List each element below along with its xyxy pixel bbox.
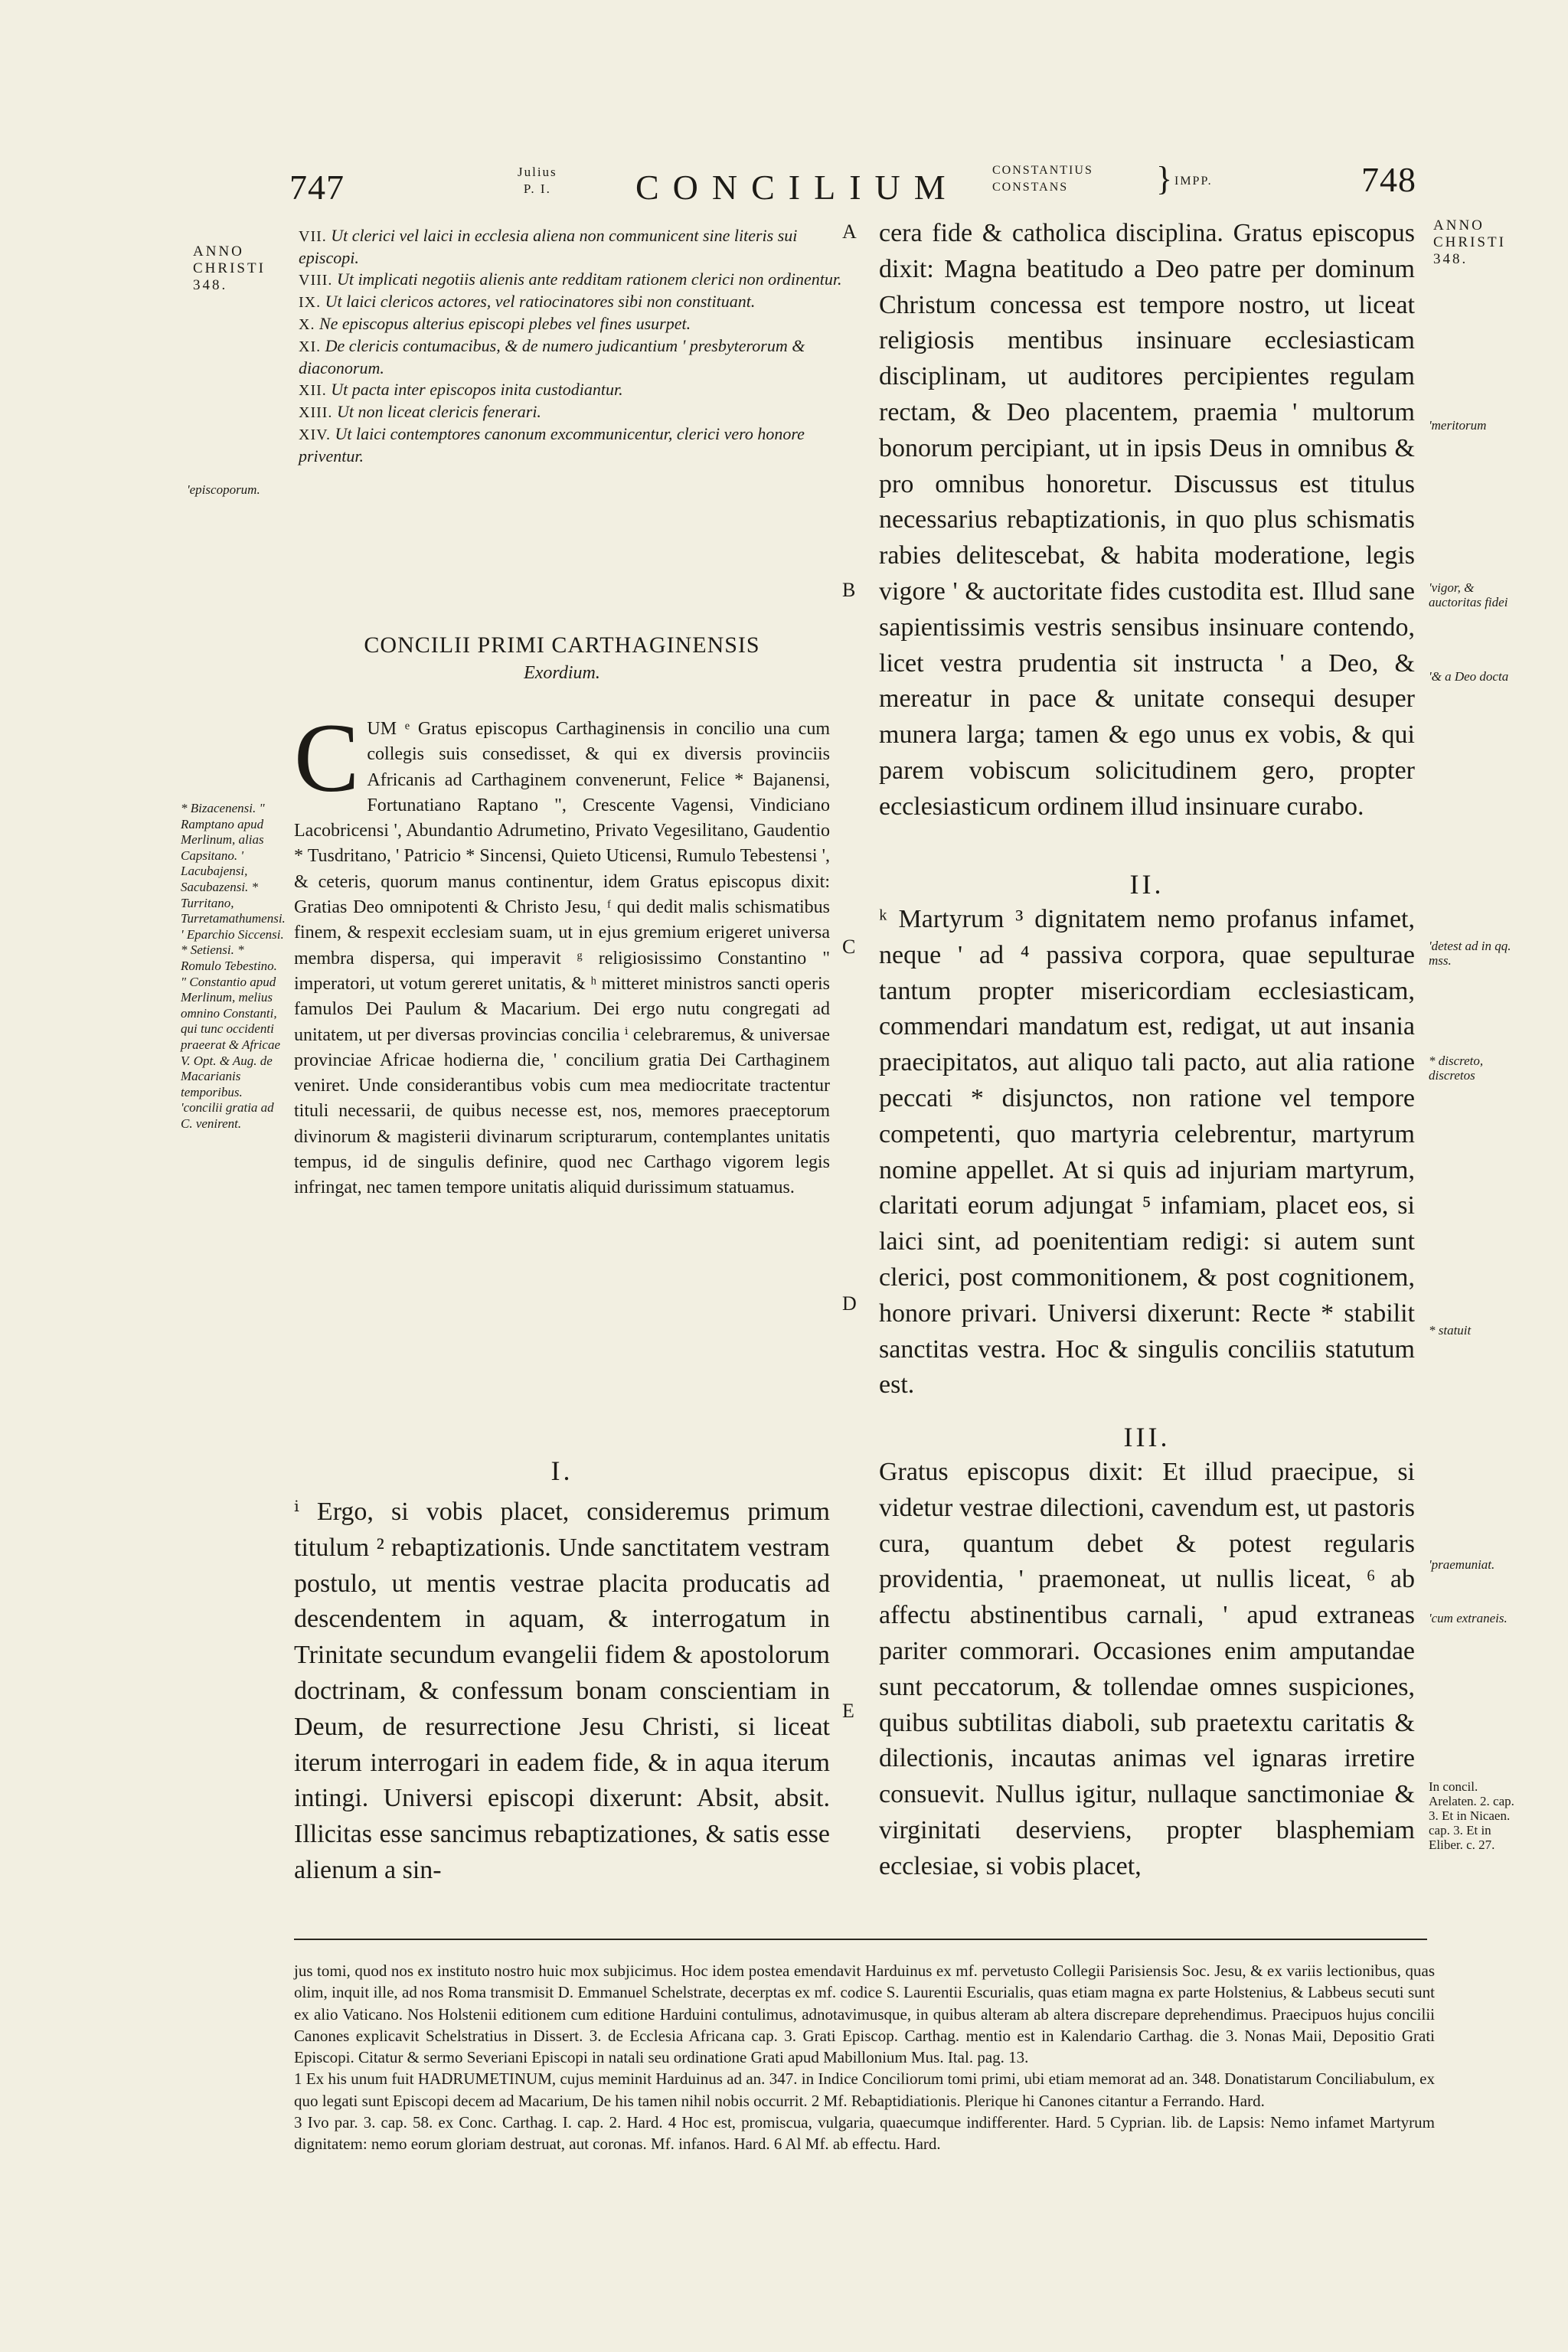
footnotes <box>294 1960 1435 2155</box>
pope-number: P. I. <box>523 181 551 196</box>
section-letter-e: E <box>842 1700 854 1722</box>
canon-text: Ut laici contemptores canonum excommunicentur, clerici vero honore priventur. <box>299 424 805 466</box>
exordium-heading: Exordium. <box>524 663 600 683</box>
canon-text: Ut pacta inter episcopos inita custodiantur. <box>331 380 623 399</box>
section-letter-a: A <box>842 220 857 243</box>
pope-label <box>518 164 557 198</box>
page-number-left: 747 <box>289 168 345 207</box>
anno-word-right: ANNO <box>1433 217 1485 234</box>
section-letter-c: C <box>842 936 856 958</box>
margin-note-deo: '& a Deo docta <box>1429 669 1509 684</box>
canon-text: Ut laici clericos actores, vel ratiocinatores sibi non constituant. <box>325 292 756 311</box>
canon-text: Ut implicati negotiis alienis ante redditam rationem clerici non ordinentur. <box>336 270 842 289</box>
canon-item <box>299 401 850 423</box>
page-number-right: 748 <box>1361 160 1416 199</box>
canon-item <box>299 313 850 335</box>
margin-note-detest: 'detest ad in qq. mss. <box>1429 939 1511 968</box>
canon-num: X. <box>299 316 315 333</box>
anno-year-right: 348. <box>1433 251 1468 267</box>
right-column-top <box>879 216 1415 825</box>
exordium-text: UM ᵉ Gratus episcopus Carthaginensis in concilio una cum collegis suis consedisset, & qui ex diversis provinciis Africanis ad Carthaginem convenerunt, Felice * Bajanensi, Fortunatiano Raptano ", Crescente Vagensi, Vindiciano Lacobricensi ', Abundantio Adrumetino, Privato Vegesilitano, Gaudentio * Tusdritano, ' Patricio * Sincensi, Quieto Uticensi, Rumulo Tebestensi ', & ceteris, quorum manus continentur, idem Gratus episcopus dixit: Gratias Deo omnipotenti & Christo Jesu, ᶠ qui dedit malis schismatibus finem, & respexit ecclesiam suam, ut in ejus gremium erigeret universa membra dispersa, qui imperavit ᵍ religiosissimo Constantino " imperatori, ut votum gereret unitatis, & ʰ mitteret ministros sancti operis famulos Dei Paulum & Macarium. Dei ergo nutu congregati ad unitatem, ut per diversas provincias concilia ⁱ celebraremus, & universae provinciae Africae hodierna die, ' concilium gratia Dei Carthaginem veniret. Unde considerantibus vobis cum mea mediocritate tractentur tituli necessarii, de quibus necesse est, nos, memores praeceptorum divinorum & magisterii divinarum scripturarum, contemplantes unitatis tempus, id de singulis definire, quod nec Carthago vigorem legis infringat, nec tamen tempore unitatis aliquid durissimum statuamus. <box>294 719 830 1198</box>
canon-num: VII. <box>299 228 327 245</box>
footnote-rule <box>294 1939 1427 1940</box>
brace-glyph: } <box>1156 160 1173 198</box>
christi-word-right: CHRISTI <box>1433 234 1506 250</box>
section-letter-b: B <box>842 579 856 601</box>
section-3-paragraph: Gratus episcopus dixit: Et illud praecipue, si videtur vestrae dilectioni, cavendum est, ut pastoris cura, quantum debet & potest regularis providentia, ' praemoneat, ut nullis liceat, ⁶ ab affectu abstinentibus carnali, ' apud extraneas pariter commorari. Occasiones enim amputandae sunt peccatorum, & tollendae omnes suspiciones, quibus subtilitas diaboli, sub praetextu caritatis & dilectionis, incautas animas vel ignaras irretire consuevit. Nullus igitur, nullaque sanctimoniae & virginitati deserviens, propter blasphemiam ecclesiae, si vobis placet, <box>879 1458 1415 1880</box>
canon-item <box>299 269 850 291</box>
pope-name: Julius <box>518 165 557 179</box>
emperor-2: CONSTANS <box>992 181 1069 194</box>
emperor-1: CONSTANTIUS <box>992 164 1093 177</box>
anno-christi-left <box>193 243 277 294</box>
canon-item <box>299 379 850 401</box>
margin-note-meritorum: 'meritorum <box>1429 418 1487 433</box>
imperatores-label: IMPP. <box>1174 175 1213 188</box>
margin-note-discreto: * discreto, discretos <box>1429 1054 1484 1083</box>
margin-variants-list: * Bizacenensi. " Ramptano apud Merlinum, alias Capsitano. ' Lacubajensi, Sacubazensi. * Turritano, Turretamathumensi. ' Eparchio Siccensi. * Setiensi. * Romulo Tebestino. " Constantio apud Merlinum, melius omnino Constanti, qui tunc occidenti praeerat & Africae V. Opt. & Aug. de Macarianis temporibus. 'concilii gratia ad C. venirent. <box>181 801 286 1131</box>
margin-note-statuit: * statuit <box>1429 1323 1472 1338</box>
section-2-number: II. <box>1129 869 1165 900</box>
anno-christi-right <box>1433 217 1517 268</box>
margin-note-praemuniat: 'praemuniat. <box>1429 1557 1495 1572</box>
margin-note-cum: 'cum extraneis. <box>1429 1611 1508 1625</box>
canon-num: XIV. <box>299 426 331 443</box>
exordium-block <box>294 704 830 1201</box>
section-2-text <box>879 902 1415 1403</box>
canon-text: De clericis contumacibus, & de numero judicantium ' presbyterorum & diaconorum. <box>299 336 805 377</box>
margin-note-vigor: 'vigor, & auctoritas fidei <box>1429 580 1508 609</box>
canon-num: XI. <box>299 338 322 355</box>
canon-num: VIII. <box>299 272 333 289</box>
footnote-3: 3 Ivo par. 3. cap. 58. ex Conc. Carthag. I. cap. 2. Hard. 4 Hoc est, promiscua, vulgaria, quaecumque indifferenter. Hard. 5 Cyprian. lib. de Lapsis: Nemo infamet Martyrum dignitatem: nemo eorum gloriam destruat, aut coronas. Mf. infanos. Hard. 6 Al Mf. ab effectu. Hard. <box>294 2113 1435 2154</box>
section-1-text <box>294 1494 830 1889</box>
christi-word: CHRISTI <box>193 260 266 276</box>
footnote-2: 1 Ex his unum fuit HADRUMETINUM, cujus meminit Harduinus ad an. 347. in Indice Conciliorum tomi primi, ubi etiam memorat ad an. 348. Donatistarum Conciliabulum, ex quo legati sunt Episcopi decem ad Macarium, De his tamen nihil nobis occurrit. 2 Mf. Rebaptidiationis. Plerique hi Canones citantur a Ferrando. Hard. <box>294 2069 1435 2110</box>
section-2-paragraph: ᵏ Martyrum ³ dignitatem nemo profanus infamet, neque ' ad ⁴ passiva corpora, quae sepulturae tantum propter misericordiam ecclesiasticam, commendari mandatum est, redigat, ut aut insania praecipitatos, aut aliquo tali pacto, aut alia ratione peccati * disjunctos, non ratione vel tempore competenti, quo martyria celebrentur, martyrum nomine appellet. At si quis ad injuriam martyrum, claritati eorum adjungat ⁵ infamiam, placet eos, si laici sint, ad poenitentiam redigi: si autem sunt clerici, post commonitionem, & post cognitionem, honore privari. Universi dixerunt: Recte * stabilit sanctitas vestra. Hoc & singulis conciliis statutum est. <box>879 905 1415 1400</box>
footnote-1: jus tomi, quod nos ex instituto nostro huic mox subjicimus. Hoc idem postea emendavit Harduinus ex mf. pervetusto Collegii Parisiensis Soc. Jesu, & ex variis lectionibus, quas olim, inquit ille, ad nos Roma transmisit D. Emmanuel Schelstrate, decerptas ex mf. codice S. Laurentii Escurialis, quas etiam magna ex parte Holstenius, & Labbeus secuti sunt ex alio Vaticano. Nos Holstenii editionem cum editione Harduini contulimus, adnotavimusque, in quibus alteram ab altera discrepare deprehendimus. Praecipuos hujus concilii Canones explicavit Schelstratius in Dissert. 3. de Ecclesia Africana cap. 3. Grati Episcop. Carthag. mentio est in Kalendario Carthag. die 3. Nonas Maii, Depositio Grati Episcopi. Citatur & sermo Severiani Episcopi in natali seu ordinatione Grati apud Mabillonium Mus. Ital. pag. 13. <box>294 1962 1435 2067</box>
canon-num: XIII. <box>299 404 333 421</box>
page-title: CONCILIUM <box>635 168 959 207</box>
margin-note-concil: In concil. Arelaten. 2. cap. 3. Et in Nicaen. cap. 3. Et in Eliber. c. 27. <box>1429 1779 1514 1852</box>
canon-list <box>299 225 850 467</box>
canon-item <box>299 225 850 269</box>
anno-year: 348. <box>193 277 228 293</box>
canon-text: Ut clerici vel laici in ecclesia aliena non communicent sine literis sui episcopi. <box>299 226 798 267</box>
anno-word: ANNO <box>193 243 244 260</box>
canon-item <box>299 335 850 379</box>
section-letter-d: D <box>842 1292 857 1315</box>
emperors-label <box>992 162 1093 196</box>
section-1-paragraph: ⁱ Ergo, si vobis placet, consideremus primum titulum ² rebaptizationis. Unde sanctitatem vestram postulo, ut mentis vestrae placita producatis ad descendentem in aquam, & interrogatum in Trinitate secundum evangelii fidem & apostolorum doctrinam, & confessum bonam conscientiam in Deum, de resurrectione Jesu Christi, si liceat iterum interrogari in eadem fide, & in aqua iterum intingi. Universi episcopi dixerunt: Absit, absit. Illicitas esse sancimus rebaptizationes, & satis esse alienum a sin- <box>294 1498 830 1884</box>
canon-num: IX. <box>299 294 322 311</box>
section-3-number: III. <box>1123 1422 1171 1452</box>
drop-cap: C <box>294 704 360 812</box>
margin-note-episcoporum: 'episcoporum. <box>187 482 260 497</box>
canon-text: Ne episcopus alterius episcopi plebes vel fines usurpet. <box>318 314 691 333</box>
council-heading: CONCILII PRIMI CARTHAGINENSIS <box>364 632 760 658</box>
right-top-paragraph: cera fide & catholica disciplina. Gratus episcopus dixit: Magna beatitudo a Deo patre per dominum Christum concessa est tempore nostro, ut liceat religiosis mentibus insinuare ecclesiasticam disciplinam, ut auditores percipientes regulam rectam, & Deo placentem, praemia ' multorum bonorum percipiant, ut in ipsis Deus in omnibus & pro omnibus honoretur. Discussus est titulus necessarius rebaptizationis, in quo plus schismatis rabies delitescebat, & habita moderatione, legis vigore ' & auctoritate fides custodita est. Illud sane sapientissimis vestris sensibus insinuare contendo, licet vestra prudentia sit instructa ' a Deo, & mereatur in pace & unitate consequi desuper munera larga; tamen & ego unus ex vobis, & qui parem vobiscum solicitudinem gero, propter ecclesiasticum ordinem illud insinuare curabo. <box>879 219 1415 821</box>
canon-item <box>299 291 850 313</box>
canon-text: Ut non liceat clericis fenerari. <box>336 402 541 421</box>
canon-item <box>299 423 850 467</box>
section-3-text <box>879 1455 1415 1885</box>
section-1-number: I. <box>550 1455 573 1486</box>
canon-num: XII. <box>299 382 327 399</box>
